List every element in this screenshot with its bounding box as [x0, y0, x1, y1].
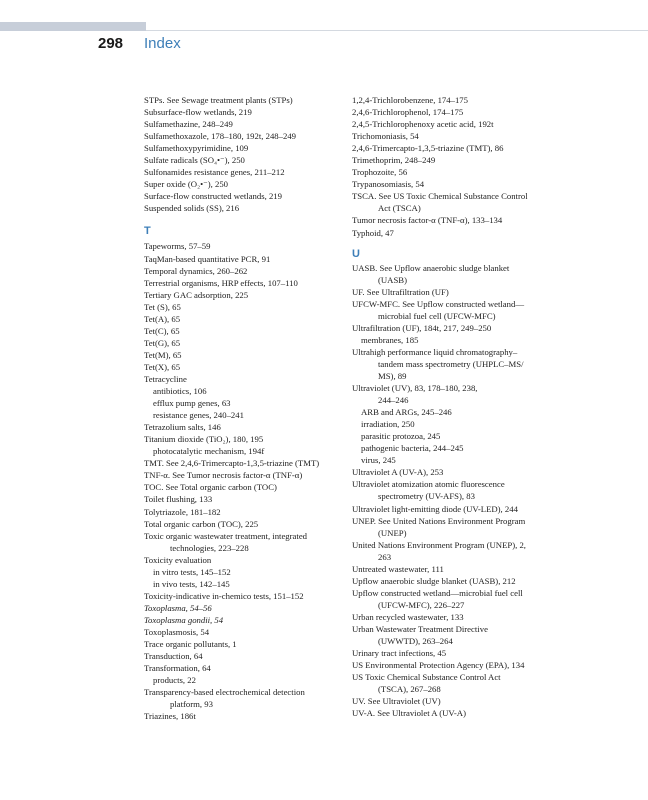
index-entry: Sulfamethazine, 248–249	[144, 119, 233, 130]
index-entry: Sulfamethoxypyrimidine, 109	[144, 143, 249, 154]
index-entry: Trophozoite, 56	[352, 167, 408, 178]
index-entry: Suspended solids (SS), 216	[144, 203, 240, 214]
index-subentry: antibiotics, 106	[153, 386, 207, 397]
index-entry: 2,4,6-Trimercapto-1,3,5-triazine (TMT), 86	[352, 143, 504, 154]
index-entry: Ultraviolet atomization atomic fluorescence	[352, 479, 505, 490]
index-entry: Upflow anaerobic sludge blanket (UASB), 212	[352, 575, 516, 586]
index-entry: Ultraviolet A (UV-A), 253	[352, 467, 444, 478]
index-entry: Toxicity-indicative in-chemico tests, 151–152	[144, 590, 304, 601]
index-entry: Tet (S), 65	[144, 301, 181, 312]
index-entry: Titanium dioxide (TiO₂), 180, 195	[144, 434, 264, 445]
index-entry	[144, 614, 344, 626]
index-entry: UV. See Ultraviolet (UV)	[352, 696, 441, 707]
index-entry: Sulfonamides resistance genes, 211–212	[144, 167, 285, 178]
index-entry: Tumor necrosis factor-α (TNF-α), 133–134	[352, 215, 503, 226]
index-entry-continuation: technologies, 223–228	[170, 542, 249, 553]
index-entry: US Toxic Chemical Substance Control Act	[352, 672, 501, 683]
index-entry-continuation: (UWWTD), 263–264	[378, 636, 453, 647]
index-entry-continuation: Act (TSCA)	[378, 203, 421, 214]
index-subentry: efflux pump genes, 63	[153, 398, 231, 409]
index-entry: US Environmental Protection Agency (EPA), 134	[352, 660, 525, 671]
index-entry: Urban recycled wastewater, 133	[352, 611, 464, 622]
index-entry-text: Toxoplasma gondii, 54	[144, 614, 224, 625]
index-entry-continuation: (TSCA), 267–268	[378, 684, 441, 695]
index-entry: UFCW-MFC. See Upflow constructed wetland—	[352, 298, 525, 309]
index-entry: Tertiary GAC adsorption, 225	[144, 289, 249, 300]
index-entry: Tetrazolium salts, 146	[144, 422, 221, 433]
index-subentry: photocatalytic mechanism, 194f	[153, 446, 265, 457]
index-entry: Tet(G), 65	[144, 337, 181, 348]
index-entry-continuation: microbial fuel cell (UFCW-MFC)	[378, 310, 496, 321]
header-rule	[146, 30, 648, 31]
index-entry-continuation: MS), 89	[378, 370, 407, 381]
index-entry-continuation: platform, 93	[170, 699, 213, 710]
index-subentry: parasitic protozoa, 245	[361, 431, 441, 442]
index-entry: Tapeworms, 57–59	[144, 241, 211, 252]
index-entry: Tolytriazole, 181–182	[144, 506, 221, 517]
index-entry: Total organic carbon (TOC), 225	[144, 518, 259, 529]
index-subentry: products, 22	[153, 675, 196, 686]
index-entry: Toxicity evaluation	[144, 554, 212, 565]
index-entry: Urban Wastewater Treatment Directive	[352, 623, 488, 634]
index-entry: 2,4,6-Trichlorophenol, 174–175	[352, 107, 464, 118]
index-entry: UV-A. See Ultraviolet A (UV-A)	[352, 708, 466, 719]
index-entry: Trypanosomiasis, 54	[352, 179, 425, 190]
index-entry: United Nations Environment Program (UNEP), 2,	[352, 539, 526, 550]
index-entry: Ultraviolet light-emitting diode (UV-LED), 244	[352, 503, 518, 514]
index-entry: Toxoplasmosis, 54	[144, 626, 210, 637]
index-entry: Trichomoniasis, 54	[352, 131, 419, 142]
index-entry: Ultrahigh performance liquid chromatography–	[352, 346, 518, 357]
index-entry: Terrestrial organisms, HRP effects, 107–110	[144, 277, 298, 288]
index-entry: 1,2,4-Trichlorobenzene, 174–175	[352, 95, 468, 105]
index-entry: Transduction, 64	[144, 651, 203, 662]
index-entry: Typhoid, 47	[352, 227, 394, 238]
index-entry: Tet(X), 65	[144, 361, 181, 372]
index-entry: Transformation, 64	[144, 663, 211, 674]
index-subentry: resistance genes, 240–241	[153, 410, 244, 421]
index-entry: Trace organic pollutants, 1	[144, 639, 237, 650]
index-entry-text: Toxoplasma, 54–56	[144, 602, 212, 613]
index-entry: UASB. See Upflow anaerobic sludge blanket	[352, 262, 510, 273]
index-entry-continuation: spectrometry (UV-AFS), 83	[378, 491, 475, 502]
index-entry: Ultrafiltration (UF), 184t, 217, 249–250	[352, 322, 492, 333]
index-subentry: in vitro tests, 145–152	[153, 566, 231, 577]
index-entry: Toxic organic wastewater treatment, integrated	[144, 530, 308, 541]
index-subentry: virus, 245	[361, 455, 396, 466]
header-color-band	[0, 22, 146, 31]
index-subentry: pathogenic bacteria, 244–245	[361, 443, 464, 454]
index-entry: Temporal dynamics, 260–262	[144, 265, 248, 276]
index-subentry: in vivo tests, 142–145	[153, 578, 230, 589]
index-entry: TSCA. See US Toxic Chemical Substance Control	[352, 191, 528, 202]
index-entry: Subsurface-flow wetlands, 219	[144, 107, 252, 118]
index-entry-continuation: 263	[378, 551, 392, 562]
index-entry: TaqMan-based quantitative PCR, 91	[144, 253, 271, 264]
index-entry	[144, 602, 344, 614]
index-entry: Untreated wastewater, 111	[352, 563, 444, 574]
index-entry: Toilet flushing, 133	[144, 494, 213, 505]
index-entry: Upflow constructed wetland—microbial fuel cell	[352, 587, 523, 598]
index-entry: Trimethoprim, 248–249	[352, 155, 436, 166]
page-number: 298	[98, 35, 124, 52]
section-letter-u: U	[352, 247, 360, 260]
index-entry: Ultraviolet (UV), 83, 178–180, 238,	[352, 383, 478, 394]
index-subentry: membranes, 185	[361, 334, 419, 345]
index-entry: Tet(M), 65	[144, 349, 182, 360]
index-column-right	[352, 94, 552, 719]
index-entry: Tetracycline	[144, 373, 187, 384]
index-entry-continuation: (UNEP)	[378, 527, 407, 538]
section-letter-t: T	[144, 225, 151, 238]
index-entry: Triazines, 186t	[144, 711, 196, 722]
index-entry: TMT. See 2,4,6-Trimercapto-1,3,5-triazine (TMT)	[144, 458, 320, 469]
index-entry: STPs. See Sewage treatment plants (STPs)	[144, 95, 293, 105]
index-entry: Sulfamethoxazole, 178–180, 192t, 248–249	[144, 131, 297, 142]
index-entry: Surface-flow constructed wetlands, 219	[144, 191, 282, 202]
index-entry: 2,4,5-Trichlorophenoxy acetic acid, 192t	[352, 119, 494, 130]
index-entry: Urinary tract infections, 45	[352, 648, 447, 659]
index-entry-continuation: (UFCW-MFC), 226–227	[378, 599, 465, 610]
index-entry-continuation: tandem mass spectrometry (UHPLC–MS/	[378, 358, 524, 369]
index-entry: Tet(C), 65	[144, 325, 180, 336]
index-entry: Transparency-based electrochemical detection	[144, 687, 305, 698]
index-entry: Sulfate radicals (SO₄•⁻), 250	[144, 155, 245, 166]
index-entry: TOC. See Total organic carbon (TOC)	[144, 482, 277, 493]
index-entry-continuation: 244–246	[378, 395, 409, 406]
index-entry: UNEP. See United Nations Environment Program	[352, 515, 526, 526]
index-subentry: irradiation, 250	[361, 419, 415, 430]
index-entry: Super oxide (O₂•⁻), 250	[144, 179, 229, 190]
index-entry: UF. See Ultrafiltration (UF)	[352, 286, 449, 297]
index-entry-continuation: (UASB)	[378, 274, 407, 285]
index-entry: TNF-α. See Tumor necrosis factor-α (TNF-α)	[144, 470, 303, 481]
index-subentry: ARB and ARGs, 245–246	[361, 407, 452, 418]
index-entry: Tet(A), 65	[144, 313, 181, 324]
index-column-left	[144, 94, 344, 722]
running-head: Index	[144, 35, 181, 52]
